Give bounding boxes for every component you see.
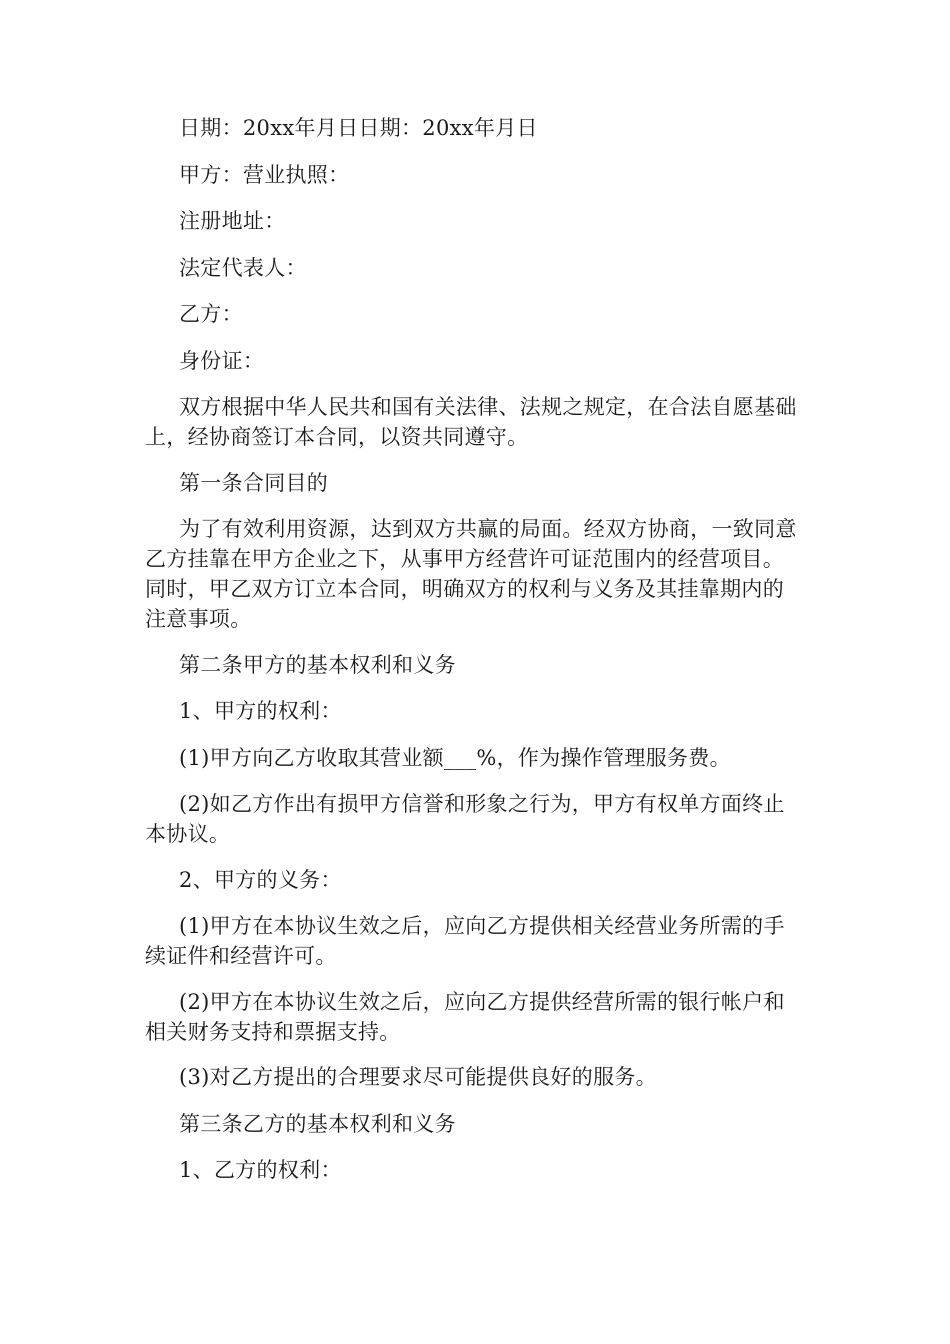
party-a-license-line: 甲方：营业执照：: [179, 162, 350, 187]
party-a-right-2: (2)如乙方作出有损甲方信誉和形象之行为，甲方有权单方面终止本协议。: [145, 792, 785, 846]
article-1-heading: 第一条合同目的: [179, 470, 329, 495]
registered-address-line: 注册地址：: [179, 209, 286, 233]
party-a-duty-2: (2)甲方在本协议生效之后，应向乙方提供经营所需的银行帐户和相关财务支持和票据支持。: [145, 989, 785, 1044]
document-body: [145, 113, 805, 1202]
article-2-heading: 第二条甲方的基本权利和义务: [179, 652, 456, 677]
article-3-heading: 第三条乙方的基本权利和义务: [179, 1111, 456, 1136]
party-a-duties-heading: 2、甲方的义务：: [179, 867, 342, 892]
legal-representative-line: 法定代表人：: [179, 255, 307, 280]
party-a-right-1: (1)甲方向乙方收取其营业额___%，作为操作管理服务费。: [179, 745, 731, 770]
preamble-paragraph: 双方根据中华人民共和国有关法律、法规之规定，在合法自愿基础上，经协商签订本合同，以资共同遵守。: [145, 395, 797, 449]
party-a-duty-3: (3)对乙方提出的合理要求尽可能提供良好的服务。: [179, 1065, 657, 1089]
date-line: 日期：20xx年月日日期：20xx年月日: [179, 116, 538, 140]
party-b-line: 乙方：: [179, 302, 243, 326]
party-a-duty-1: (1)甲方在本协议生效之后，应向乙方提供相关经营业务所需的手续证件和经营许可。: [145, 914, 785, 968]
party-a-rights-heading: 1、甲方的权利：: [179, 699, 342, 723]
article-1-body: 为了有效利用资源，达到双方共赢的局面。经双方协商，一致同意乙方挂靠在甲方企业之下，从事甲方经营许可证范围内的经营项目。同时，甲乙双方订立本合同，明确双方的权利与义务及其挂靠期内的注意事项。: [145, 517, 797, 631]
id-card-line: 身份证：: [179, 348, 265, 373]
party-b-rights-heading: 1、乙方的权利：: [179, 1158, 342, 1182]
